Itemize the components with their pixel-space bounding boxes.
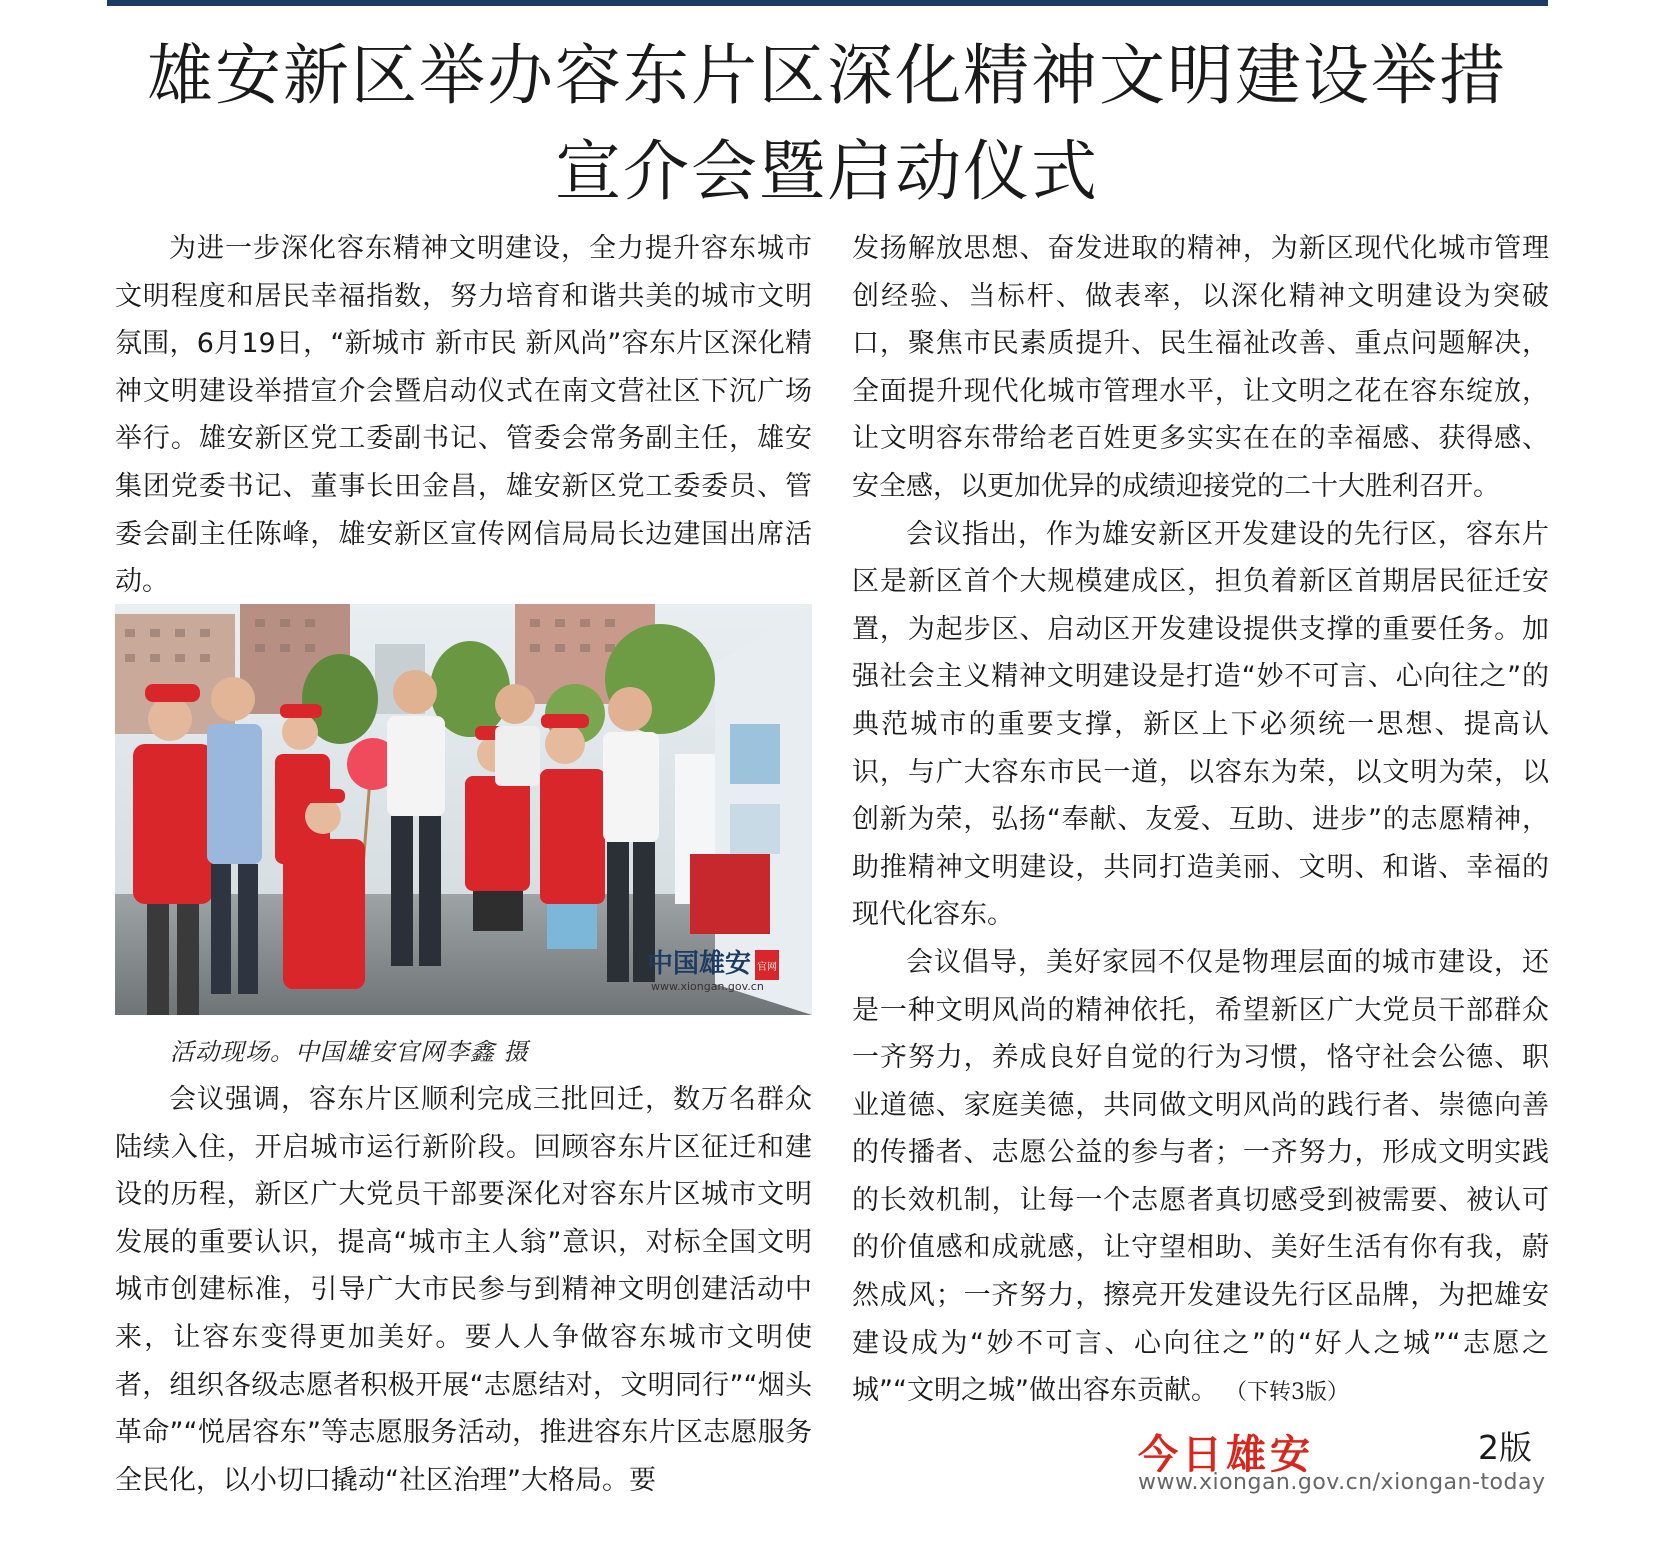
watermark-url: www.xiongan.gov.cn bbox=[651, 980, 764, 993]
headline-line-1: 雄安新区举办容东片区深化精神文明建设举措 bbox=[147, 37, 1507, 114]
headline bbox=[100, 28, 1554, 220]
headline-line-2: 宣介会暨启动仪式 bbox=[555, 133, 1099, 210]
paragraph-pointed-out: 会议指出，作为雄安新区开发建设的先行区，容东片区是新区首个大规模建成区，担负着新区首期居民征迁安置，为起步区、启动区开发建设提供支撑的重要任务。加强社会主义精神文明建设是打造“妙不可言、心向往之”的典范城市的重要支撑，新区上下必须统一思想、提高认识，与广大容东市民一道，以容东为荣，以文明为荣，以创新为荣，弘扬“奉献、友爱、互助、进步”的志愿精神，助推精神文明建设，共同打造美丽、文明、和谐、幸福的现代化容东。 bbox=[852, 518, 1549, 931]
footer-url[interactable]: www.xiongan.gov.cn/xiongan-today bbox=[1138, 1470, 1546, 1495]
top-rule bbox=[107, 0, 1548, 6]
photo-watermark bbox=[647, 948, 779, 993]
paragraph-advocacy bbox=[852, 939, 1549, 1417]
paragraph-intro: 为进一步深化容东精神文明建设，全力提升容东城市文明程度和居民幸福指数，努力培育和谐共美的城市文明氛围，6月19日，“新城市 新市民 新风尚”容东片区深化精神文明建设举措宣介会暨启动仪式在南文营社区下沉广场举行。雄安新区党工委副书记、管委会常务副主任，雄安集团党委书记、董事长田金昌，雄安新区党工委委员、管委会副主任陈峰，雄安新区宣传网信局局长边建国出席活动。 bbox=[115, 233, 812, 598]
article-column-left-bottom bbox=[115, 1076, 812, 1504]
newspaper-logo: 今日雄安 bbox=[1138, 1431, 1314, 1478]
continued-note: （下转3版） bbox=[1235, 1380, 1349, 1406]
article-column-left-top bbox=[115, 225, 812, 606]
photo-caption: 活动现场。中国雄安官网李鑫 摄 bbox=[170, 1038, 529, 1066]
paragraph-emphasis: 会议强调，容东片区顺利完成三批回迁，数万名群众陆续入住，开启城市运行新阶段。回顾容东片区征迁和建设的历程，新区广大党员干部要深化对容东片区城市文明发展的重要认识，提高“城市主人翁”意识，对标全国文明城市创建标准，引导广大市民参与到精神文明创建活动中来，让容东变得更加美好。要人人争做容东城市文明使者，组织各级志愿者积极开展“志愿结对，文明同行”“烟头革命”“悦居容东”等志愿服务活动，推进容东片区志愿服务全民化，以小切口撬动“社区治理”大格局。要 bbox=[115, 1084, 812, 1496]
watermark-seal: 官网 bbox=[757, 962, 777, 973]
watermark-brand: 中国雄安 bbox=[647, 949, 752, 979]
event-photo bbox=[115, 604, 812, 1015]
paragraph-continuation: 发扬解放思想、奋发进取的精神，为新区现代化城市管理创经验、当标杆、做表率，以深化精神文明建设为突破口，聚焦市民素质提升、民生福祉改善、重点问题解决，全面提升现代化城市管理水平，让文明之花在容东绽放，让文明容东带给老百姓更多实实在在的幸福感、获得感、安全感，以更加优异的成绩迎接党的二十大胜利召开。 bbox=[852, 233, 1549, 502]
page-number: 2版 bbox=[1478, 1428, 1532, 1467]
paragraph-advocacy-text: 会议倡导，美好家园不仅是物理层面的城市建设，还是一种文明风尚的精神依托，希望新区广大党员干部群众一齐努力，养成良好自觉的行为习惯，恪守社会公德、职业道德、家庭美德，共同做文明风尚的践行者、崇德向善的传播者、志愿公益的参与者；一齐努力，形成文明实践的长效机制，让每一个志愿者真切感受到被需要、被认可的价值感和成就感，让守望相助、美好生活有你有我，蔚然成风；一齐努力，擦亮开发建设先行区品牌，为把雄安建设成为“妙不可言、心向往之”的“好人之城”“志愿之城”“文明之城”做出容东贡献。 bbox=[852, 946, 1549, 1407]
article-column-right bbox=[852, 225, 1549, 1417]
